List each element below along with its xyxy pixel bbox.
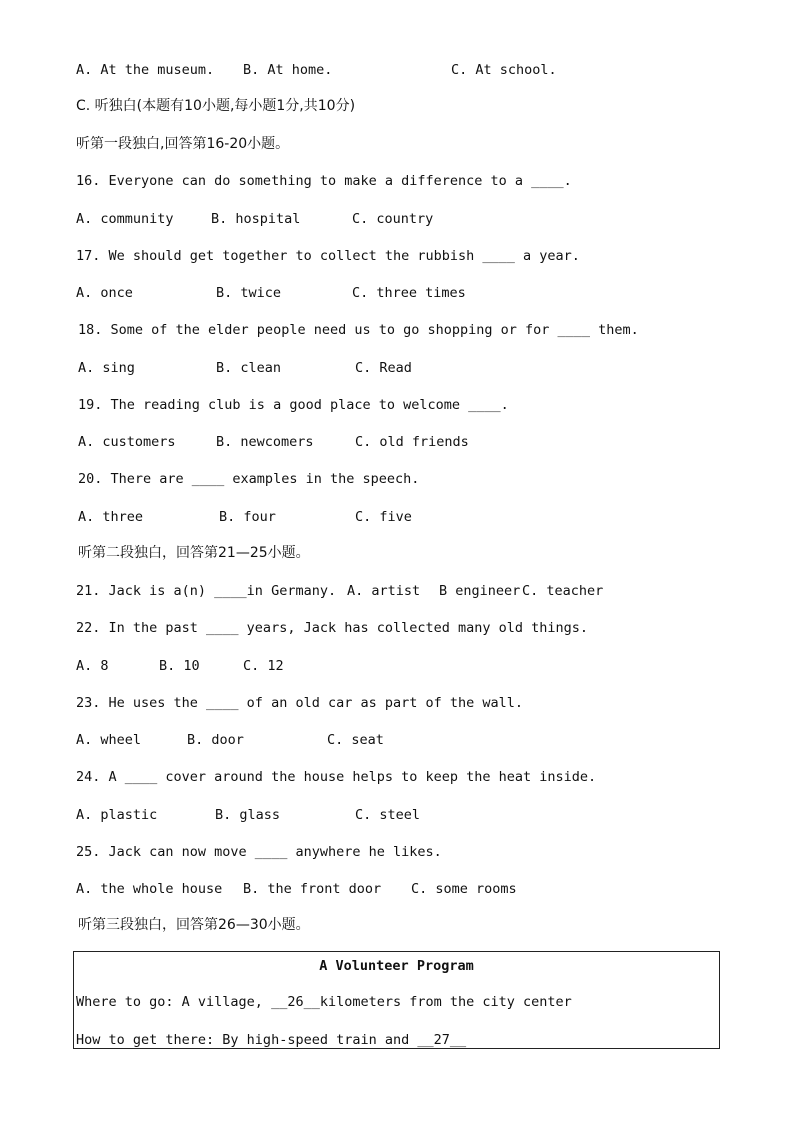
question-22-stem: 22. In the past ____ years, Jack has collected many old things. [76, 620, 589, 636]
question-20-option-a: A. three [78, 509, 144, 525]
question-20-option-c: C. five [355, 509, 412, 525]
question-16-option-a: A. community [76, 211, 174, 227]
question-25-option-a: A. the whole house [76, 881, 223, 897]
q15-option-a: A. At the museum. [76, 62, 215, 78]
volunteer-program-table [73, 951, 720, 1049]
question-17-option-c: C. three times [352, 285, 466, 301]
question-22-option-c: C. 12 [243, 658, 284, 674]
monologue-3-intro: 听第三段独白，回答第26—30小题。 [78, 917, 310, 933]
question-19-stem: 19. The reading club is a good place to welcome ____. [78, 397, 509, 413]
table-row: How to get there: By high-speed train and __27__ [76, 1032, 467, 1048]
question-21-option-a: A. artist [347, 583, 421, 599]
question-20-stem: 20. There are ____ examples in the speech. [78, 471, 420, 487]
question-17-option-a: A. once [76, 285, 133, 301]
question-19-option-b: B. newcomers [216, 434, 314, 450]
question-16-option-b: B. hospital [211, 211, 301, 227]
question-20-option-b: B. four [219, 509, 276, 525]
question-18-option-b: B. clean [216, 360, 282, 376]
question-18-option-a: A. sing [78, 360, 135, 376]
section-c-heading: C. 听独白(本题有10小题,每小题1分,共10分) [76, 98, 356, 114]
question-24-option-b: B. glass [215, 807, 281, 823]
table-title: A Volunteer Program [319, 958, 474, 974]
question-19-option-a: A. customers [78, 434, 176, 450]
q15-option-b: B. At home. [243, 62, 333, 78]
question-17-stem: 17. We should get together to collect the rubbish ____ a year. [76, 248, 580, 264]
question-19-option-c: C. old friends [355, 434, 469, 450]
monologue-1-intro: 听第一段独白,回答第16-20小题。 [76, 136, 290, 152]
question-23-option-c: C. seat [327, 732, 384, 748]
table-row: Where to go: A village, __26__kilometers from the city center [76, 994, 572, 1010]
question-16-stem: 16. Everyone can do something to make a difference to a ____. [76, 173, 572, 189]
question-24-stem: 24. A ____ cover around the house helps to keep the heat inside. [76, 769, 597, 785]
question-21-option-c: C. teacher [522, 583, 604, 599]
question-23-stem: 23. He uses the ____ of an old car as part of the wall. [76, 695, 524, 711]
question-23-option-b: B. door [187, 732, 244, 748]
question-18-option-c: C. Read [355, 360, 412, 376]
question-24-option-a: A. plastic [76, 807, 158, 823]
question-16-option-c: C. country [352, 211, 434, 227]
question-25-option-b: B. the front door [243, 881, 382, 897]
question-23-option-a: A. wheel [76, 732, 142, 748]
question-17-option-b: B. twice [216, 285, 282, 301]
question-18-stem: 18. Some of the elder people need us to go shopping or for ____ them. [78, 322, 639, 338]
monologue-2-intro: 听第二段独白，回答第21—25小题。 [78, 545, 310, 561]
question-22-option-b: B. 10 [159, 658, 200, 674]
question-21-stem: 21. Jack is a(n) ____in Germany. [76, 583, 337, 599]
question-22-option-a: A. 8 [76, 658, 109, 674]
q15-option-c: C. At school. [451, 62, 557, 78]
question-25-stem: 25. Jack can now move ____ anywhere he likes. [76, 844, 442, 860]
question-21-option-b: B engineer [439, 583, 521, 599]
question-25-option-c: C. some rooms [411, 881, 517, 897]
question-24-option-c: C. steel [355, 807, 421, 823]
